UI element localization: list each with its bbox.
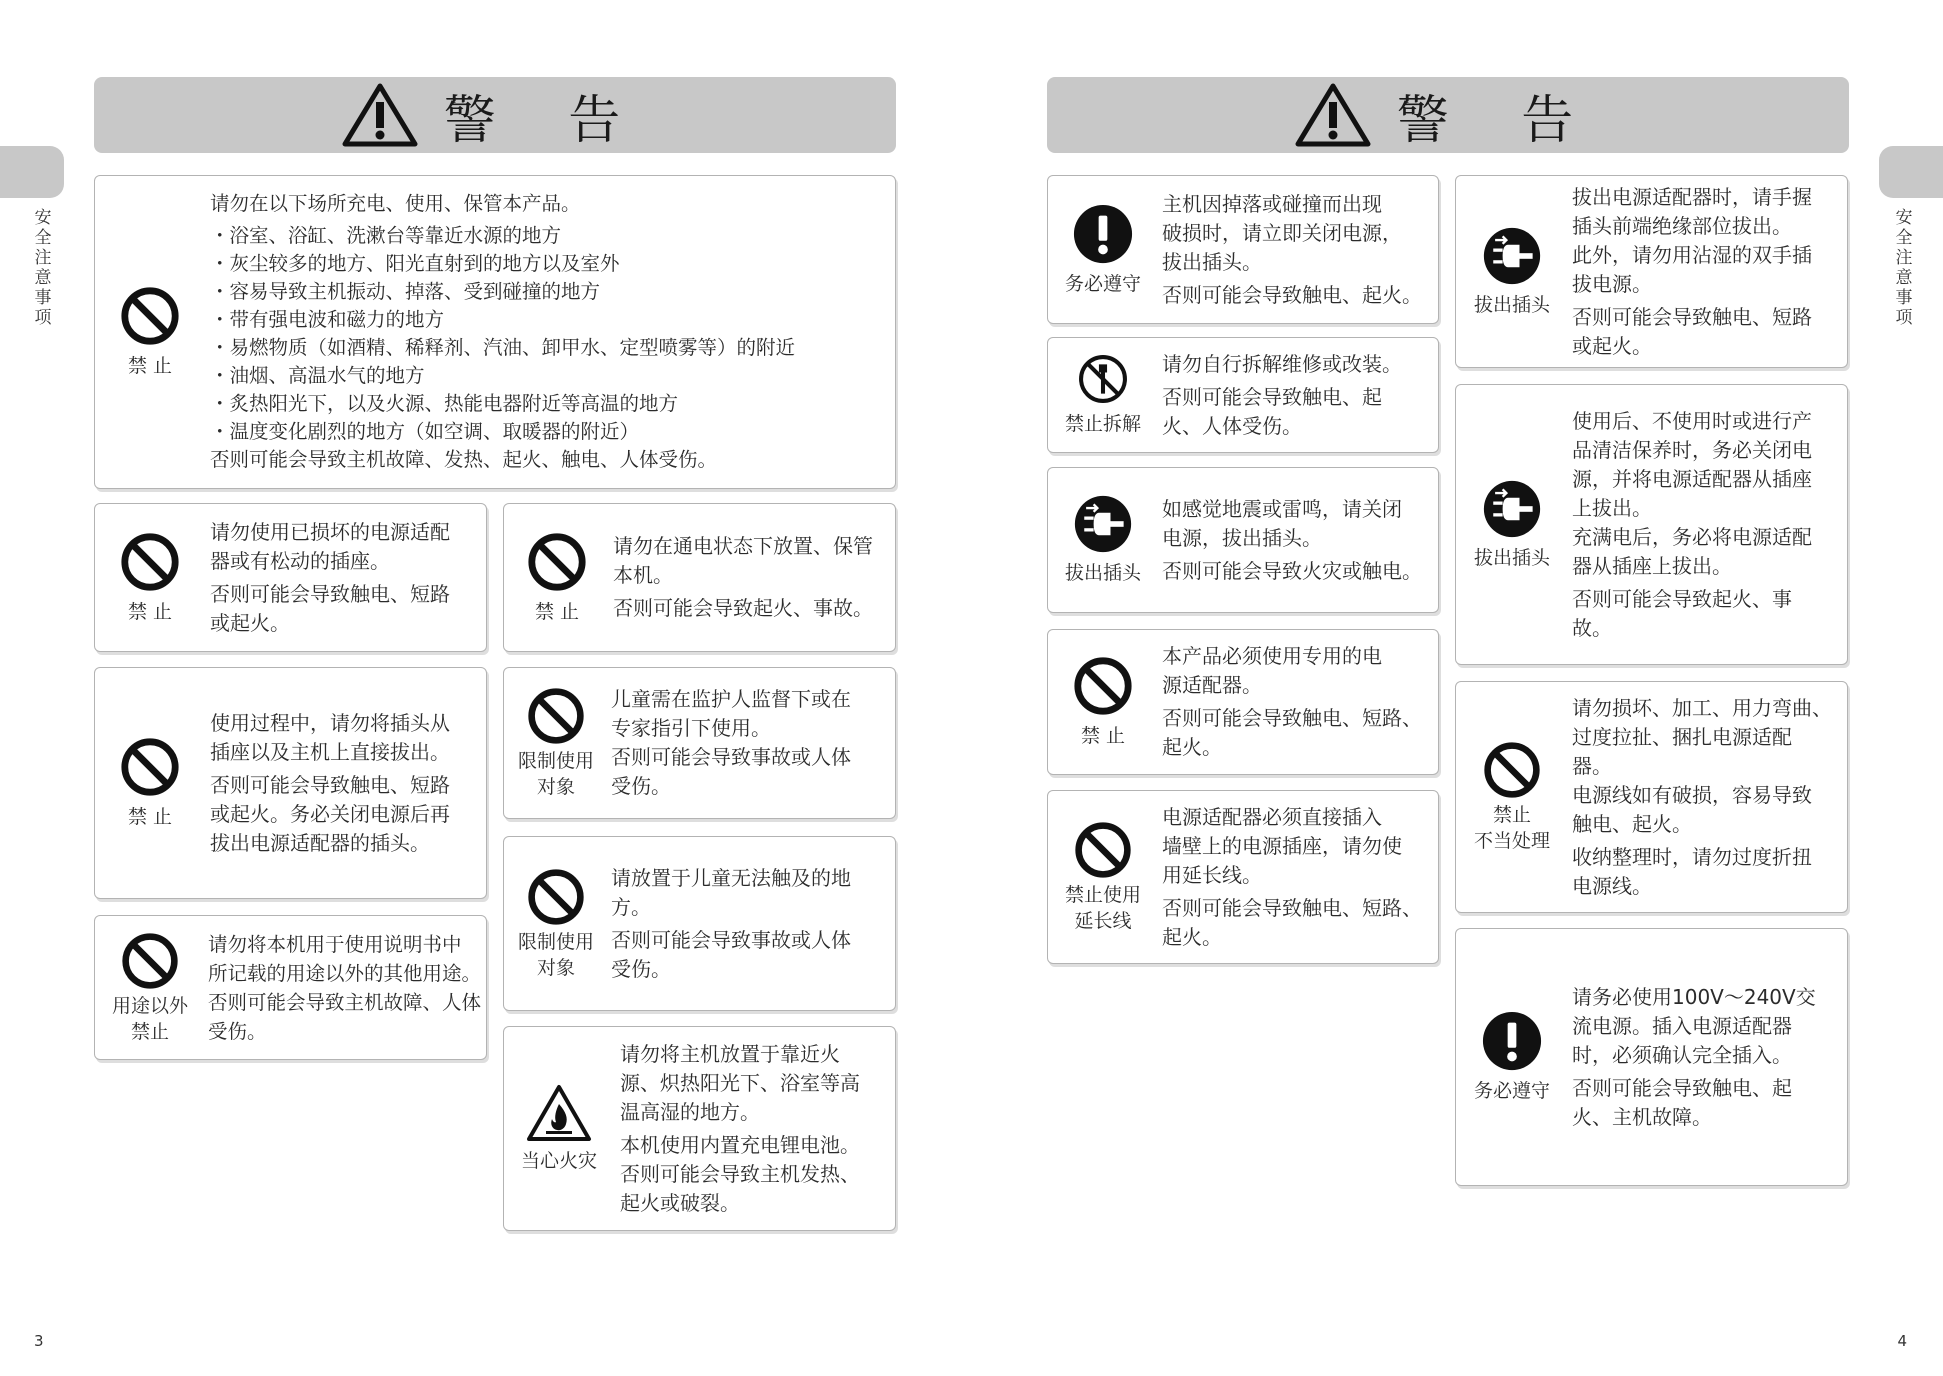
warning-label: 当心火灾 bbox=[520, 1149, 597, 1172]
banner-title: 警 告 bbox=[1396, 90, 1602, 151]
warning-item: ・易燃物质（如酒精、稀释剂、汽油、卸甲水、定型喷雾等）的附近 bbox=[210, 336, 796, 359]
warning-box-unplug-direct bbox=[94, 667, 487, 899]
unplug-icon bbox=[1482, 226, 1542, 286]
warning-line: 方。 bbox=[611, 894, 651, 919]
warning-icon-column bbox=[1048, 630, 1158, 774]
warning-consequence: 否则可能会导致触电、短路 bbox=[210, 581, 450, 606]
right-page bbox=[972, 0, 1943, 1376]
unplug-icon bbox=[1482, 479, 1542, 539]
warning-icon-column bbox=[504, 837, 608, 1010]
warning-icon-column bbox=[95, 668, 205, 898]
warning-line: 时，必须确认完全插入。 bbox=[1572, 1042, 1792, 1067]
warning-icon-column bbox=[1048, 791, 1158, 963]
warning-label-line: 用途以外 bbox=[111, 994, 188, 1017]
side-tab bbox=[1879, 146, 1943, 198]
warning-consequence: 火、人体受伤。 bbox=[1162, 413, 1302, 438]
warning-consequence: 受伤。 bbox=[208, 1019, 267, 1043]
warning-line: 主机因掉落或碰撞而出现 bbox=[1162, 191, 1382, 216]
warning-icon-column bbox=[95, 916, 205, 1059]
warning-box-earthquake bbox=[1047, 467, 1439, 613]
warning-consequence: 故。 bbox=[1572, 615, 1612, 640]
warning-icon-column bbox=[1456, 929, 1568, 1185]
warning-line: 本产品必须使用专用的电 bbox=[1162, 644, 1382, 668]
warning-consequence: 电源线。 bbox=[1572, 873, 1652, 898]
no-disassembly-icon bbox=[1077, 353, 1129, 405]
warning-line: 请务必使用100V～240V交 bbox=[1572, 984, 1816, 1009]
warning-line: 拔出插头。 bbox=[1162, 249, 1262, 274]
warning-consequence: 本机使用内置充电锂电池。 bbox=[620, 1132, 860, 1157]
warning-consequence: 否则可能会导致触电、短路 bbox=[1572, 304, 1812, 329]
warning-label: 拔出插头 bbox=[1473, 546, 1550, 569]
warning-text bbox=[1162, 176, 1434, 323]
warning-label-line: 延长线 bbox=[1074, 910, 1132, 932]
warning-label-line: 对象 bbox=[536, 776, 575, 798]
warning-icon-column bbox=[1456, 385, 1568, 664]
warning-text bbox=[210, 176, 890, 488]
warning-label-line: 限制使用 bbox=[517, 930, 594, 953]
warning-icon-column bbox=[95, 176, 205, 488]
warning-consequence: 或起火。 bbox=[210, 610, 290, 635]
warning-item: ・炙热阳光下，以及火源、热能电器附近等高温的地方 bbox=[210, 392, 679, 415]
warning-label-line: 禁止 bbox=[1492, 804, 1531, 826]
warning-consequence: 否则可能会导致火灾或触电。 bbox=[1162, 558, 1422, 583]
warning-consequence: 否则可能会导致起火、事 bbox=[1572, 586, 1792, 611]
warning-consequence: 否则可能会导致触电、短路、 bbox=[1162, 895, 1422, 920]
prohibition-icon bbox=[119, 736, 181, 798]
warning-line: 此外，请勿用沾湿的双手插 bbox=[1572, 242, 1812, 267]
warning-item: ・带有强电波和磁力的地方 bbox=[210, 308, 445, 331]
warning-consequence: 火、主机故障。 bbox=[1572, 1104, 1712, 1129]
warning-box-unplug-hold bbox=[1455, 175, 1848, 368]
warning-label: 禁 止 bbox=[1080, 725, 1126, 747]
warning-text bbox=[1162, 338, 1434, 452]
warning-icon-column bbox=[95, 504, 205, 651]
warning-label: 禁 止 bbox=[127, 806, 173, 828]
warning-line: 请勿将主机放置于靠近火 bbox=[620, 1041, 840, 1066]
warning-label-line: 限制使用 bbox=[517, 750, 594, 772]
warning-triangle-icon bbox=[342, 82, 418, 148]
warning-box-extension bbox=[1047, 790, 1439, 964]
warning-text bbox=[1162, 468, 1434, 612]
page-number: 4 bbox=[1897, 1332, 1907, 1350]
warning-item: ・浴室、浴缸、洗漱台等靠近水源的地方 bbox=[210, 224, 562, 247]
warning-consequence: 否则可能会导致主机故障、发热、起火、触电、人体受伤。 bbox=[210, 448, 718, 471]
warning-line: 用延长线。 bbox=[1162, 862, 1262, 887]
warning-consequence: 否则可能会导致触电、短路 bbox=[210, 772, 450, 797]
warning-consequence: 或起火。 bbox=[1572, 333, 1652, 358]
warning-label: 禁 止 bbox=[127, 355, 173, 377]
warning-line: 器从插座上拔出。 bbox=[1572, 553, 1732, 578]
warning-text bbox=[611, 837, 895, 1010]
fire-hazard-icon bbox=[526, 1084, 592, 1142]
warning-consequence: 收纳整理时，请勿过度折扭 bbox=[1572, 844, 1812, 869]
warning-line: 源适配器。 bbox=[1162, 673, 1262, 697]
mandatory-icon bbox=[1072, 203, 1134, 265]
warning-consequence: 否则可能会导致触电、短路、 bbox=[1162, 706, 1422, 730]
warning-icon-column bbox=[1456, 176, 1568, 367]
warning-icon-column bbox=[504, 668, 608, 818]
warning-banner bbox=[94, 77, 896, 153]
warning-line: 电源适配器必须直接插入 bbox=[1162, 804, 1382, 829]
warning-text bbox=[1162, 630, 1436, 774]
warning-label: 务必遵守 bbox=[1064, 272, 1141, 295]
warning-line: 器。 bbox=[1572, 753, 1612, 778]
warning-icon-column bbox=[1048, 176, 1158, 323]
warning-item: ・容易导致主机振动、掉落、受到碰撞的地方 bbox=[210, 280, 601, 303]
warning-consequence: 起火或破裂。 bbox=[620, 1190, 740, 1215]
warning-line: 请勿在通电状态下放置、保管 bbox=[613, 534, 873, 558]
warning-label-line: 禁止使用 bbox=[1064, 884, 1141, 906]
prohibition-icon bbox=[120, 931, 180, 991]
side-tab bbox=[0, 146, 64, 198]
warning-line: 温高湿的地方。 bbox=[620, 1099, 760, 1124]
warning-text bbox=[620, 1027, 892, 1230]
warning-box-disassemble bbox=[1047, 337, 1439, 453]
warning-line: 源、炽热阳光下、浴室等高 bbox=[620, 1070, 860, 1095]
prohibition-icon bbox=[119, 285, 181, 347]
warning-line: 专家指引下使用。 bbox=[611, 716, 771, 740]
warning-line: 触电、起火。 bbox=[1572, 811, 1692, 836]
side-tab-label: 安全注意事项 bbox=[1895, 208, 1913, 328]
warning-box-unused-unplug bbox=[1455, 384, 1848, 665]
warning-line: 拔电源。 bbox=[1572, 271, 1652, 296]
warning-text bbox=[1572, 929, 1846, 1185]
warning-line: 请勿将本机用于使用说明书中 bbox=[208, 932, 462, 956]
warning-text bbox=[1572, 176, 1844, 367]
warning-line: 破损时，请立即关闭电源， bbox=[1162, 220, 1402, 245]
warning-line: 请放置于儿童无法触及的地 bbox=[611, 865, 851, 890]
warning-consequence: 否则可能会导致事故或人体 bbox=[611, 927, 851, 952]
warning-box-voltage bbox=[1455, 928, 1848, 1186]
warning-line: 请勿自行拆解维修或改装。 bbox=[1162, 351, 1402, 376]
warning-box-damaged-adapter bbox=[94, 503, 487, 652]
warning-consequence: 否则可能会导致触电、起火。 bbox=[1162, 282, 1422, 307]
warning-text bbox=[1162, 791, 1436, 963]
warning-label bbox=[1065, 882, 1141, 934]
warning-consequence: 起火。 bbox=[1162, 924, 1222, 949]
page-number: 3 bbox=[34, 1332, 44, 1350]
warning-line: 本机。 bbox=[613, 563, 673, 587]
warning-banner bbox=[1047, 77, 1849, 153]
warning-consequence: 起火。 bbox=[1162, 735, 1222, 759]
warning-box-environment bbox=[94, 175, 896, 489]
warning-line: 充满电后，务必将电源适配 bbox=[1572, 524, 1812, 549]
warning-box-dedicated-adapter bbox=[1047, 629, 1439, 775]
warning-label bbox=[518, 748, 594, 800]
mandatory-icon bbox=[1481, 1010, 1543, 1072]
warning-box-dropped bbox=[1047, 175, 1439, 324]
warning-text bbox=[1572, 385, 1844, 664]
warning-item: ・温度变化剧烈的地方（如空调、取暖器的附近） bbox=[210, 420, 640, 443]
warning-line: 电源，拔出插头。 bbox=[1162, 525, 1322, 550]
warning-label-line: 对象 bbox=[536, 956, 575, 979]
warning-consequence: 否则可能会导致起火、事故。 bbox=[613, 596, 873, 620]
warning-line: 源，并将电源适配器从插座 bbox=[1572, 466, 1812, 491]
warning-line: 使用后、不使用时或进行产 bbox=[1572, 408, 1812, 433]
side-tab-label: 安全注意事项 bbox=[34, 208, 52, 328]
warning-label: 拔出插头 bbox=[1473, 293, 1550, 316]
prohibition-icon bbox=[119, 531, 181, 593]
warning-consequence: 受伤。 bbox=[611, 956, 671, 981]
warning-line: 儿童需在监护人监督下或在 bbox=[611, 687, 851, 711]
warning-icon-column bbox=[504, 1027, 614, 1230]
warning-line: 所记载的用途以外的其他用途。 bbox=[208, 961, 482, 985]
warning-intro: 请勿在以下场所充电、使用、保管本产品。 bbox=[210, 192, 581, 215]
warning-label bbox=[1474, 802, 1550, 854]
warning-box-children-supervision bbox=[503, 667, 896, 819]
warning-text bbox=[613, 504, 893, 651]
warning-consequence: 否则可能会导致主机发热、 bbox=[620, 1161, 860, 1186]
prohibition-icon bbox=[526, 686, 586, 746]
warning-consequence: 否则可能会导致主机故障、人体 bbox=[208, 990, 482, 1014]
left-page bbox=[0, 0, 971, 1376]
warning-consequence: 拔出电源适配器的插头。 bbox=[210, 830, 430, 855]
warning-item: ・灰尘较多的地方、阳光直射到的地方以及室外 bbox=[210, 252, 620, 275]
warning-line: 插头前端绝缘部位拔出。 bbox=[1572, 213, 1792, 238]
prohibition-icon bbox=[1482, 740, 1542, 800]
warning-label: 务必遵守 bbox=[1473, 1080, 1550, 1102]
warning-text bbox=[1572, 682, 1846, 912]
warning-label: 拔出插头 bbox=[1064, 562, 1141, 584]
warning-label: 禁 止 bbox=[534, 600, 580, 623]
prohibition-icon bbox=[526, 531, 588, 593]
unplug-icon bbox=[1073, 494, 1133, 554]
warning-text bbox=[210, 504, 482, 651]
warning-text bbox=[208, 916, 486, 1059]
warning-consequence: 否则可能会导致触电、起 bbox=[1572, 1075, 1792, 1100]
warning-box-powered-storage bbox=[503, 503, 896, 652]
warning-icon-column bbox=[1048, 338, 1158, 452]
warning-label-line: 不当处理 bbox=[1473, 830, 1550, 852]
warning-line: 墙壁上的电源插座，请勿使 bbox=[1162, 833, 1402, 858]
warning-line: 电源线如有破损，容易导致 bbox=[1572, 782, 1812, 807]
warning-icon-column bbox=[1456, 682, 1568, 912]
warning-icon-column bbox=[504, 504, 610, 651]
warning-line: 使用过程中，请勿将插头从 bbox=[210, 710, 450, 735]
warning-line: 流电源。插入电源适配器 bbox=[1572, 1013, 1792, 1038]
warning-line: 如感觉地震或雷鸣，请关闭 bbox=[1162, 496, 1402, 521]
warning-box-fire bbox=[503, 1026, 896, 1231]
warning-consequence: 或起火。务必关闭电源后再 bbox=[210, 801, 450, 826]
warning-line: 拔出电源适配器时，请手握 bbox=[1572, 184, 1812, 209]
prohibition-icon bbox=[1072, 655, 1134, 717]
banner-title: 警 告 bbox=[443, 90, 649, 151]
warning-label bbox=[518, 929, 594, 981]
warning-box-children-reach bbox=[503, 836, 896, 1011]
warning-label: 禁 止 bbox=[127, 600, 173, 623]
warning-line: 器或有松动的插座。 bbox=[210, 548, 390, 573]
warning-item: ・油烟、高温水气的地方 bbox=[210, 364, 425, 387]
warning-box-cord-damage bbox=[1455, 681, 1848, 913]
warning-line: 过度拉扯、捆扎电源适配 bbox=[1572, 724, 1792, 749]
warning-line: 品清洁保养时，务必关闭电 bbox=[1572, 437, 1812, 462]
warning-consequence: 否则可能会导致触电、起 bbox=[1162, 384, 1382, 409]
warning-line: 请勿使用已损坏的电源适配 bbox=[210, 519, 450, 544]
warning-icon-column bbox=[1048, 468, 1158, 612]
warning-text bbox=[210, 668, 482, 898]
warning-consequence: 否则可能会导致事故或人体 bbox=[611, 745, 851, 769]
warning-label: 禁止拆解 bbox=[1064, 413, 1141, 435]
warning-text bbox=[611, 668, 895, 818]
prohibition-icon bbox=[1073, 820, 1133, 880]
warning-box-other-use bbox=[94, 915, 487, 1060]
warning-label-line: 禁止 bbox=[130, 1020, 169, 1043]
warning-line: 插座以及主机上直接拔出。 bbox=[210, 739, 450, 764]
warning-triangle-icon bbox=[1295, 82, 1371, 148]
prohibition-icon bbox=[526, 867, 586, 927]
warning-line: 上拔出。 bbox=[1572, 495, 1652, 520]
warning-label bbox=[112, 993, 188, 1045]
warning-line: 请勿损坏、加工、用力弯曲、 bbox=[1572, 695, 1832, 720]
warning-consequence: 受伤。 bbox=[611, 774, 671, 798]
